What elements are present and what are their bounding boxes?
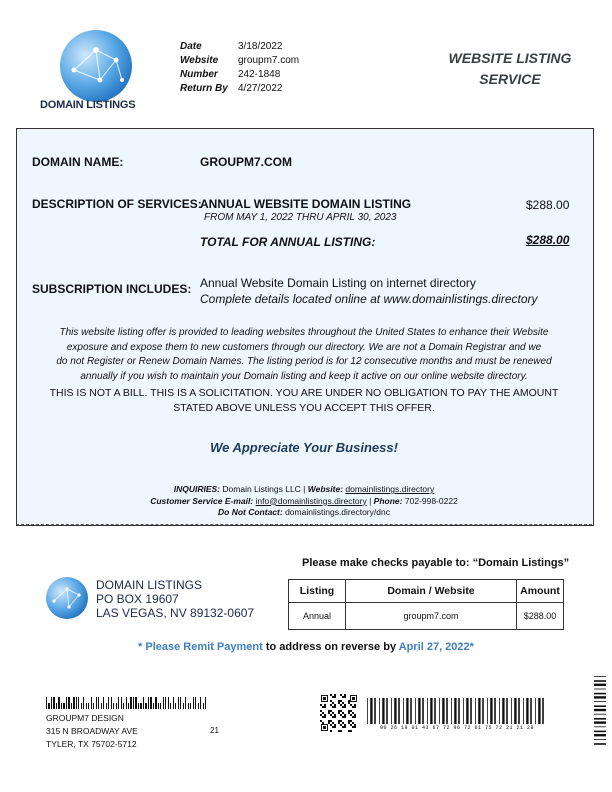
barcode-bar (121, 697, 122, 709)
website-label: Website: (307, 484, 344, 494)
barcode-bar (130, 697, 131, 709)
logo-text: DOMAIN LISTINGS (40, 99, 136, 111)
meta-row-return-by (180, 82, 299, 96)
not-a-bill-notice (30, 386, 578, 415)
barcode-bar (46, 697, 47, 709)
recipient-address (46, 697, 207, 751)
inquiries-company: Domain Listings LLC | (222, 484, 306, 494)
barcode-bar (88, 703, 89, 709)
barcode-bar (103, 697, 104, 709)
network-icon (60, 30, 132, 102)
column-header: Listing (289, 580, 346, 603)
contact-line-email (30, 496, 578, 508)
barcode-bar (153, 703, 154, 709)
offer-line: exposure and expose them to new customers through our directory. We are not a Domain Registrar and we (66, 341, 542, 353)
description-period: FROM MAY 1, 2022 THRU APRIL 30, 2023 (204, 212, 397, 223)
barcode-bar (148, 697, 149, 709)
description-label: DESCRIPTION OF SERVICES: (32, 197, 202, 211)
table-header-row (289, 580, 564, 603)
offer-text (30, 326, 578, 384)
tear-line (16, 524, 592, 525)
barcode-bar (200, 697, 201, 709)
barcode-bar (155, 697, 156, 709)
service-title (430, 48, 590, 90)
meta-value: 242-1848 (238, 69, 281, 80)
remit-date: April 27, 2022* (398, 641, 474, 653)
recipient-name: GROUPM7 DESIGN (46, 713, 124, 723)
email-link[interactable]: info@domainlistings.directory (255, 495, 367, 506)
barcode-bar (73, 697, 74, 709)
barcode-bar (118, 697, 119, 709)
barcode-bar (163, 697, 164, 709)
barcode-bar (81, 703, 82, 709)
domain-name-label: DOMAIN NAME: (32, 155, 124, 169)
barcode-bar (198, 703, 199, 709)
barcode-bar (160, 703, 161, 709)
not-a-bill-line: THIS IS NOT A BILL. THIS IS A SOLICITATION. YOU ARE UNDER NO OBLIGATION TO PAY THE AMOUNT (49, 387, 559, 399)
barcode-bar (63, 703, 64, 709)
contact-info (30, 484, 578, 519)
barcode-bar (76, 697, 77, 709)
barcode-bar (86, 703, 87, 709)
offer-line: do not Register or Renew Domain Names. The listing period is for 12 consecutive months and must be renewed (56, 356, 552, 367)
table-cell: Annual (289, 603, 346, 630)
barcode-bar (101, 703, 102, 709)
barcode-bar (78, 697, 79, 709)
meta-row-date (180, 40, 299, 54)
meta-row-number (180, 68, 299, 82)
remit-address (96, 578, 254, 620)
barcode-bar (56, 703, 57, 709)
remit-city: LAS VEGAS, NV 89132-0607 (96, 606, 255, 620)
column-header: Domain / Website (346, 580, 517, 603)
table-cell: $288.00 (517, 603, 564, 630)
meta-row-website (180, 54, 299, 68)
page-number: 21 (210, 726, 219, 735)
qr-code-icon (320, 694, 358, 732)
barcode-bar (61, 703, 62, 709)
barcode-bar (53, 697, 54, 709)
domain-name-value: GROUPM7.COM (200, 155, 293, 169)
dnc-value: domainlistings.directory/dnc (285, 507, 390, 517)
description-value: ANNUAL WEBSITE DOMAIN LISTING (200, 197, 412, 211)
domain-listings-logo-globe (60, 30, 132, 102)
contact-line-inquiries (30, 484, 578, 496)
checks-payable-note: Please make checks payable to: “Domain Listings” (302, 557, 570, 569)
barcode-bar (68, 697, 69, 709)
meta-value: 3/18/2022 (238, 41, 283, 52)
subscription-line2: Complete details located online at www.domainlistings.directory (200, 292, 538, 306)
barcode-bar (128, 703, 129, 709)
meta-key: Website (180, 55, 219, 66)
barcode-digits: 00 26 19 01 43 67 72 96 72 01 75 72 21 21 28 (379, 725, 535, 731)
barcode-bar (195, 697, 196, 709)
barcode-bar (170, 703, 171, 709)
remit-logo-globe (46, 577, 88, 619)
barcode-bar (180, 697, 181, 709)
barcode-bar (106, 703, 107, 709)
barcode-bar (96, 697, 97, 709)
barcode-bar (66, 697, 67, 709)
barcode-bar (83, 697, 84, 709)
barcode-bar (138, 703, 139, 709)
phone-value: 702-998-0222 (404, 495, 458, 506)
remit-company: DOMAIN LISTINGS (96, 578, 203, 592)
barcode-bar (108, 697, 109, 709)
barcode-bar (145, 703, 146, 709)
barcode-bar (113, 703, 114, 709)
appreciate-message: We Appreciate Your Business! (210, 440, 398, 455)
barcode-bar (91, 697, 92, 709)
barcode-bar (48, 703, 49, 709)
service-title-line1: WEBSITE LISTING (448, 50, 572, 66)
barcode-bar (183, 703, 184, 709)
remit-po-box: PO BOX 19607 (96, 592, 179, 606)
phone-separator: | (369, 495, 372, 506)
barcode-bar (193, 697, 194, 709)
contact-line-dnc (30, 507, 578, 519)
offer-line: annually if you wish to maintain your Domain listing and keep it active on our online website directory. (80, 370, 528, 382)
barcode-bar (116, 703, 117, 709)
barcode-bar (178, 697, 179, 709)
network-icon (46, 577, 88, 619)
barcode-bar (93, 703, 94, 709)
barcode-bar (126, 697, 127, 709)
meta-key: Number (180, 69, 218, 80)
column-header: Amount (517, 580, 564, 603)
barcode-bar (111, 697, 112, 709)
meta-key: Date (180, 41, 202, 52)
postal-barcode (46, 697, 207, 709)
remit-middle: to address on reverse by (262, 641, 399, 653)
service-title-line2: SERVICE (479, 71, 541, 87)
remit-payment-note (0, 641, 612, 653)
website-link[interactable]: domainlistings.directory (345, 484, 435, 494)
table-cell: groupm7.com (346, 603, 517, 630)
recipient-street: 315 N BROADWAY AVE (46, 726, 138, 736)
not-a-bill-line: STATED ABOVE UNLESS YOU ACCEPT THIS OFFER. (173, 401, 435, 414)
side-barcode-icon (594, 676, 606, 746)
dnc-label: Do Not Contact: (218, 507, 283, 517)
meta-value: groupm7.com (238, 55, 300, 66)
barcode-icon (367, 698, 547, 724)
barcode-bar (98, 697, 99, 709)
subscription-line1: Annual Website Domain Listing on internet directory (200, 276, 476, 290)
barcode-bar (173, 697, 174, 709)
barcode-bar (205, 697, 206, 709)
document-meta (180, 40, 299, 96)
barcode-bar (150, 697, 151, 709)
phone-label: Phone: (373, 495, 403, 506)
barcode-bar (165, 697, 166, 709)
barcode-bar (143, 697, 144, 709)
meta-value: 4/27/2022 (238, 83, 283, 94)
barcode-bar (203, 703, 204, 709)
barcode-bar (140, 703, 141, 709)
barcode-bar (123, 703, 124, 709)
barcode-bar (188, 703, 189, 709)
barcode-bar (71, 703, 72, 709)
description-amount: $288.00 (526, 198, 570, 212)
email-label: Customer Service E-mail: (150, 495, 254, 506)
recipient-city: TYLER, TX 75702-5712 (46, 739, 137, 749)
inquiries-label: INQUIRIES: (173, 484, 221, 494)
table-row (289, 603, 564, 630)
barcode-bar (51, 697, 52, 709)
barcode-bar (185, 697, 186, 709)
subscription-label: SUBSCRIPTION INCLUDES: (32, 282, 192, 296)
barcode-bar (175, 703, 176, 709)
barcode-bar (133, 697, 134, 709)
barcode-bar (158, 703, 159, 709)
total-amount: $288.00 (526, 233, 570, 247)
barcode-bar (58, 697, 59, 709)
barcode-bar (135, 697, 136, 709)
total-label: TOTAL FOR ANNUAL LISTING: (200, 235, 376, 249)
barcode-bar (190, 703, 191, 709)
remit-prefix: * Please Remit Payment (138, 641, 263, 653)
remittance-table (288, 579, 564, 630)
offer-line: This website listing offer is provided to leading websites throughout the United States to enhance their Website (59, 327, 549, 338)
meta-key: Return By (180, 83, 228, 94)
barcode-bar (168, 697, 169, 709)
